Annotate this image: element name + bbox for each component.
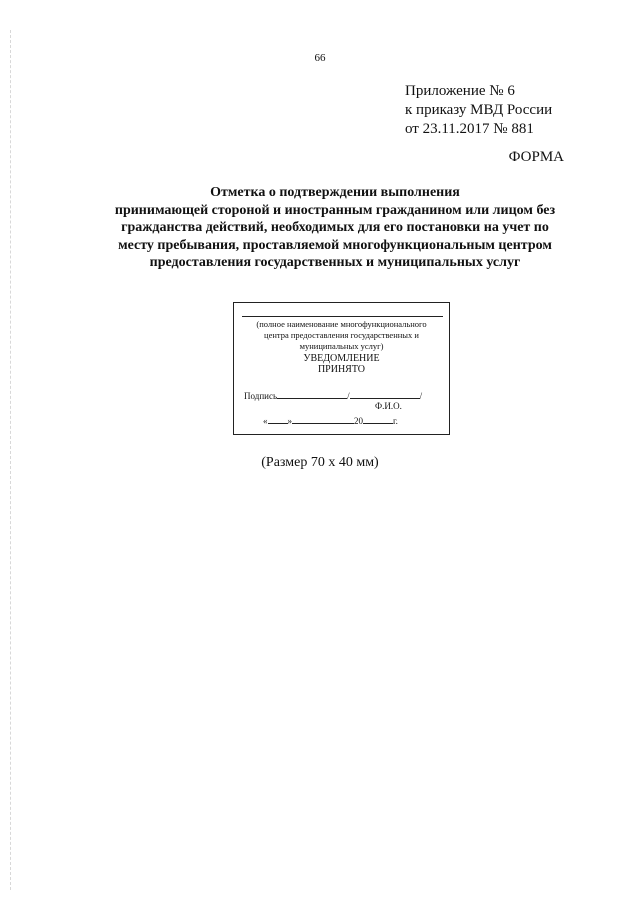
org-name-caption <box>238 319 445 352</box>
signature-blank <box>277 389 347 399</box>
appendix-block <box>405 82 552 139</box>
fio-label: Ф.И.О. <box>375 401 402 411</box>
title-line-4: месту пребывания, проставляемой многофункциональным центром <box>118 237 552 253</box>
form-label: ФОРМА <box>508 149 564 165</box>
month-blank <box>292 414 354 424</box>
org-name-line <box>242 316 443 317</box>
org-caption-line-3: муниципальных услуг) <box>299 341 384 351</box>
org-caption-line-2: центра предоставления государственных и <box>264 330 419 340</box>
notice-line-2: ПРИНЯТО <box>317 364 366 375</box>
notice-accepted <box>234 353 449 375</box>
size-note: (Размер 70 х 40 мм) <box>261 455 379 470</box>
signature-slash-2: / <box>419 391 423 401</box>
stamp-form <box>233 302 450 435</box>
signature-label: Подпись <box>244 391 278 401</box>
org-caption-line-1: (полное наименование многофункционального <box>256 319 427 329</box>
appendix-line-1: Приложение № 6 <box>405 83 515 99</box>
signature-row <box>244 389 422 401</box>
appendix-line-2: к приказу МВД России <box>405 102 553 118</box>
quote-open: « <box>263 416 268 426</box>
title-line-1: Отметка о подтверждении выполнения <box>210 185 460 200</box>
title-line-2: принимающей стороной и иностранным гражданином или лицом без <box>114 202 556 218</box>
page-number: 66 <box>314 52 326 64</box>
title-line-5: предоставления государственных и муниципальных услуг <box>149 255 521 270</box>
year-suffix: г. <box>393 416 398 426</box>
name-blank <box>350 389 420 399</box>
year-blank <box>363 414 393 424</box>
signature-slash-1: / <box>347 391 350 401</box>
notice-line-1: УВЕДОМЛЕНИЕ <box>303 353 380 364</box>
appendix-line-3: от 23.11.2017 № 881 <box>405 121 534 137</box>
year-prefix: 20 <box>354 416 363 426</box>
day-blank <box>268 414 288 424</box>
date-row <box>263 414 398 426</box>
quote-close: » <box>287 416 292 426</box>
title-line-3: гражданства действий, необходимых для его постановки на учет по <box>121 220 549 235</box>
document-title <box>85 184 585 272</box>
